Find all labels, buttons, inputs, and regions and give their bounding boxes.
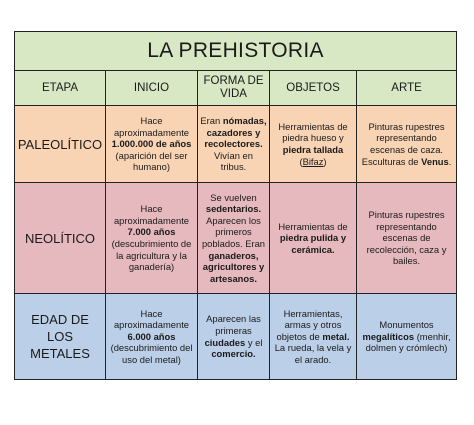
etapa-paleolitico: PALEOLÍTICO [15,106,106,183]
arte-bold: Venus [421,155,449,167]
arte-text: Pinturas rupestres representando escenas de recolección, caza y bailes. [366,209,447,267]
arte-neolitico [357,183,457,294]
header-objetos: OBJETOS [270,71,357,106]
inicio-neolitico [106,183,198,294]
header-arte: ARTE [357,71,457,106]
arte-period: . [448,155,452,167]
objetos-neolitico [270,183,357,294]
header-inicio: INICIO [106,71,198,106]
arte-text: Pinturas rupestres representando escenas de caza. Esculturas de [361,120,445,167]
row-neolitico [15,183,457,294]
objetos-text: Herramientas, armas y otros objetos de [276,307,343,342]
inicio-metales [106,294,198,380]
objetos-and: y [340,232,347,244]
inicio-note: (descubrimiento de la agricultura y la ganadería) [111,238,192,273]
inicio-note: (aparición del ser humano) [115,149,188,173]
inicio-text: Hace aproximadamente [113,307,190,331]
objetos-paleolitico [270,106,357,183]
forma-bold-2: comercio. [211,348,256,360]
objetos-bold: metal. [322,330,350,342]
objetos-paren-close: ) [323,155,327,167]
arte-metales [357,294,457,380]
objetos-bold-2: cerámica. [291,243,335,255]
forma-bold: ciudades [204,336,246,348]
arte-text-2: (menhir, dolmen y crómlech) [365,330,451,354]
objetos-text: Herramientas de [278,220,348,232]
inicio-date: 6.000 años [127,330,176,342]
etapa-neolitico: NEOLÍTICO [15,183,106,294]
forma-bold-2: ganaderos, agricultores y artesanos. [202,249,265,284]
forma-text-2: y el [247,336,263,348]
arte-bold: megalíticos [362,330,415,342]
forma-text: Se vuelven [210,191,257,203]
objetos-paren-open: ( [299,155,303,167]
header-etapa: ETAPA [15,71,106,106]
inicio-text: Hace aproximadamente [113,203,190,226]
inicio-text: Hace aproximadamente [113,115,190,138]
forma-text: Aparecen las primeras [206,313,261,336]
objetos-text: Herramientas de piedra hueso y [278,120,348,144]
forma-paleolitico [198,106,270,183]
inicio-date: 1.000.000 de años [111,138,192,150]
row-paleolitico [15,106,457,183]
objetos-bifaz: Bifaz [302,155,324,167]
objetos-bold: piedra tallada [282,144,344,155]
table-title: LA PREHISTORIA [15,32,457,71]
forma-bold: sedentarios. [205,203,262,215]
etapa-metales: EDAD DE LOS METALES [15,294,106,380]
header-row [15,71,457,106]
forma-neolitico [198,183,270,294]
arte-text: Monumentos [379,319,434,331]
objetos-metales [270,294,357,380]
inicio-note: (descubrimiento del uso del metal) [110,342,193,365]
forma-bold: nómadas, cazadores y recolectores. [204,115,267,150]
forma-text-2: Aparecen los primeros poblados. Eran [201,214,266,249]
prehistoria-table [14,31,457,380]
inicio-date: 7.000 años [127,226,176,238]
header-forma-de-vida: FORMA DE VIDA [198,71,270,106]
row-metales [15,294,457,380]
objetos-text-2: La rueda, la vela y el arado. [274,342,352,365]
objetos-bold: piedra pulida [279,232,339,244]
inicio-paleolitico [106,106,198,183]
forma-text-2: Vivían en tribus. [214,149,253,173]
arte-paleolitico [357,106,457,183]
forma-metales [198,294,270,380]
forma-text: Eran [200,115,221,127]
